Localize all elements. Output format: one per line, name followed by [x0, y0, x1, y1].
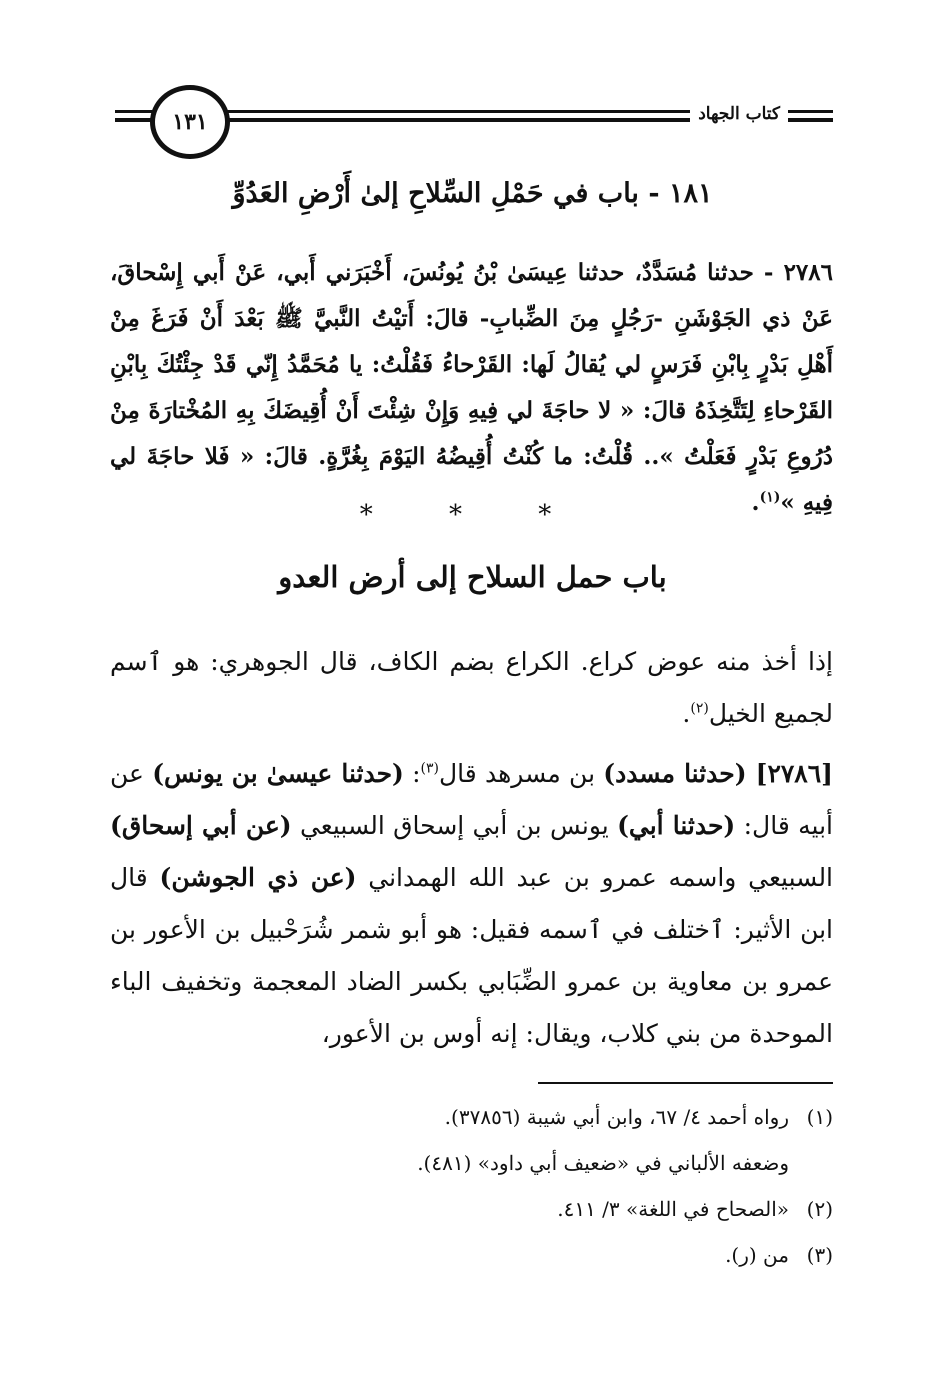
footnotes	[110, 1094, 833, 1278]
footnote-marker: (٣)	[420, 760, 440, 777]
hadith-end: .	[751, 489, 760, 516]
footnote: (٣)من (ر).	[725, 1243, 833, 1267]
section-separator: * * *	[359, 500, 586, 530]
footnote: (١)رواه أحمد ٤/ ٦٧، وابن أبي شيبة (٣٧٨٥٦).	[444, 1105, 833, 1129]
chapter-title: ١٨١ - باب في حَمْلِ السِّلاحِ إلىٰ أَرْضِ العَدُوِّ	[232, 178, 713, 209]
footnote-marker: (٢)	[690, 700, 709, 717]
running-title: كتاب الجهاد	[690, 104, 788, 124]
footnote: وضعفه الألباني في «ضعيف أبي داود» (٤٨١).	[417, 1151, 789, 1175]
footnote-marker: (١)	[759, 489, 781, 506]
commentary-body	[110, 636, 833, 1068]
footnote-rule	[538, 1082, 833, 1084]
commentary-title: باب حمل السلاح إلى أرض العدو	[278, 560, 667, 594]
commentary-paragraph: [٢٧٨٦] (حدثنا مسدد) بن مسرهد قال$^{(٣)}$: (حدثنا عيسىٰ بن يونس) عن أبيه قال: (حدثنا أبي) يونس بن أبي إسحاق السبيعي (عن أبي إسحاق) السبيعي واسمه عمرو بن عبد الله الهمداني (عن ذي الجوشن) قال ابن الأثير: ٱختلف في ٱسمه فقيل: هو أبو شمر شُرَحْبيل بن الأعور بن عمرو بن معاوية بن عمرو الضِّبَابي بكسر الضاد المعجمة وتخفيف الباء الموحدة من بني كلاب، ويقال: إنه أوس بن الأعور،	[110, 759, 834, 1048]
footnote: (٢)«الصحاح في اللغة» ٣/ ٤١١.	[557, 1197, 833, 1221]
hadith-body: ٢٧٨٦ - حدثنا مُسَدَّدٌ، حدثنا عِيسَىٰ بْنُ يُونُسَ، أَخْبَرَني أَبي، عَنْ أَبي إِسْحاقَ، عَنْ ذي الجَوْشَنِ -رَجُلٍ مِنَ الضِّبابِ- قالَ: أَتيْتُ النَّبيَّ ﷺ بَعْدَ أَنْ فَرَغَ مِنْ أَهْلِ بَدْرٍ بِابْنِ فَرَسٍ لي يُقالُ لَها: القَرْحاءُ فَقُلْتُ: يا مُحَمَّدُ إِنّي قَدْ جِئْتُكَ بِابْنِ القَرْحاءِ لِتَتَّخِذَهُ قالَ: « لا حاجَةَ لي فِيهِ وَإِنْ شِئْتَ أَنْ أُقِيضَكَ بِهِ المُخْتارَةَ مِنْ دُرُوعِ بَدْرٍ فَعَلْتُ ».. قُلْتُ: ما كُنْتُ أُقِيضُهُ اليَوْمَ بِغُرَّةٍ. قالَ: « فَلا حاجَةَ لي فِيهِ »	[110, 259, 833, 516]
commentary-paragraph: إذا أخذ منه عوض كراع. الكراع بضم الكاف، قال الجوهري: هو ٱسم لجميع الخيل$^{(٢)}$.	[110, 647, 833, 728]
page-number: ١٣١	[150, 85, 230, 159]
hadith-text	[110, 250, 833, 526]
